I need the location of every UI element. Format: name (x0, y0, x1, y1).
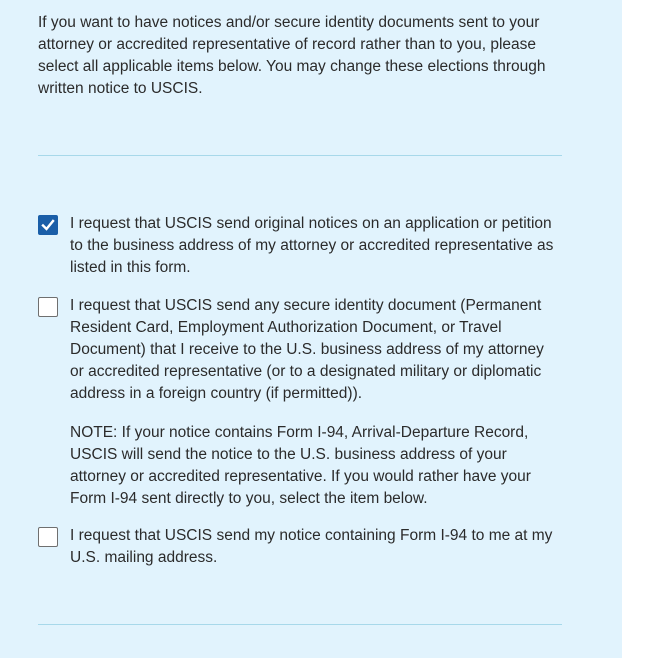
section-divider-top (38, 155, 562, 156)
option-label-original-notices[interactable]: I request that USCIS send original notices on an application or petition to the business address of my attorney or accredited representative as listed in this form. (70, 215, 554, 276)
section-divider-bottom (38, 624, 562, 625)
checkmark-icon (41, 218, 55, 232)
intro-text: If you want to have notices and/or secure identity documents sent to your attorney or accredited representative of record rather than to you, please select all applicable items below. You may change these elections through written notice to USCIS. (38, 14, 546, 97)
option-label-secure-identity-document[interactable]: I request that USCIS send any secure identity document (Permanent Resident Card, Employment Authorization Document, or Travel Document) that I receive to the U.S. business address of my attorney or accredited representative (or to a designated military or diplomatic address in a foreign country (if permitted)). (70, 297, 544, 402)
checkbox-original-notices[interactable] (38, 215, 58, 235)
option-label-form-i94-to-me[interactable]: I request that USCIS send my notice containing Form I-94 to me at my U.S. mailing address. (70, 527, 553, 566)
checkbox-secure-identity-document[interactable] (38, 297, 58, 317)
form-i94-note: NOTE: If your notice contains Form I-94, Arrival-Departure Record, USCIS will send the notice to the U.S. business address of your attorney or accredited representative. If you would rather have your Form I-94 sent directly to you, select the item below. (70, 424, 531, 507)
checkbox-form-i94-to-me[interactable] (38, 527, 58, 547)
